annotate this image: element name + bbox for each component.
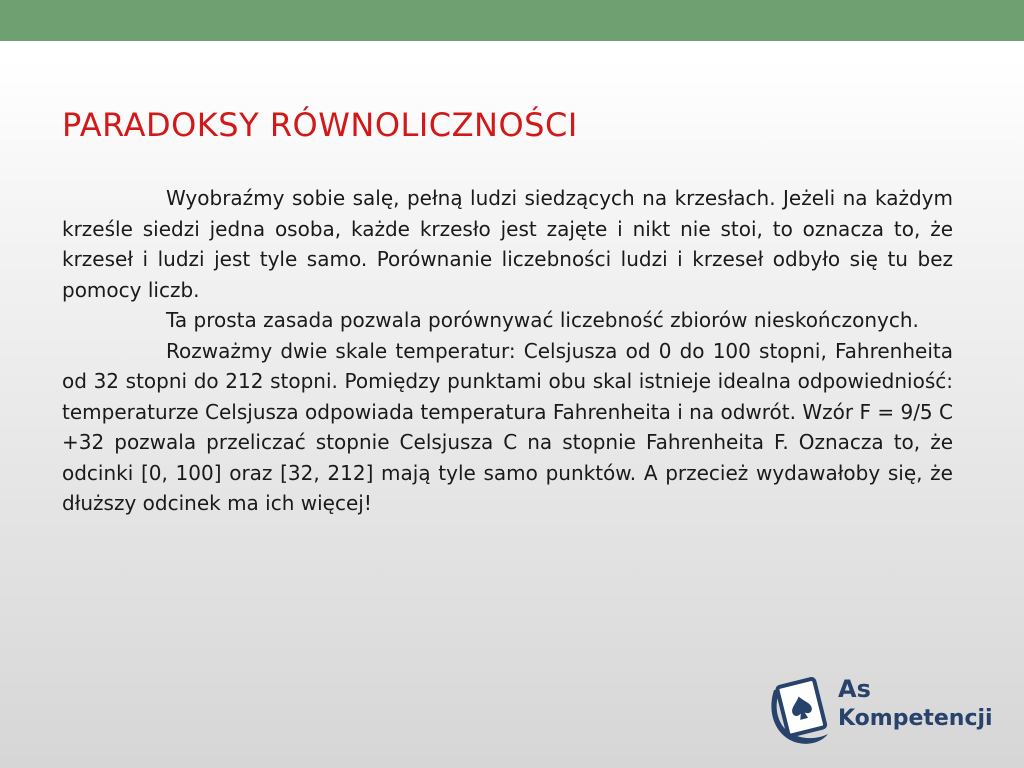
logo-text-line1: As [838, 675, 871, 703]
slide-title: PARADOKSY RÓWNOLICZNOŚCI [62, 106, 578, 144]
paragraph-temperature: Rozważmy dwie skale temperatur: Celsjusza od 0 do 100 stopni, Fahrenheita od 32 stopni do 212 stopni. Pomiędzy punktami obu skal istnieje idealna odpowiedniość: temperaturze Celsjusza odpowiada temperatura Fahrenheita i na odwrót. Wzór F = 9/5 C +32 pozwala przeliczać stopnie Celsjusza C na stopnie Fahrenheita F. Oznacza to, że odcinki [0, 100] oraz [32, 212] mają tyle samo punktów. A przecież wydawałoby się, że dłuższy odcinek ma ich więcej! [62, 338, 953, 515]
paragraph-principle: Ta prosta zasada pozwala porównywać liczebność zbiorów nieskończonych. [166, 308, 919, 332]
paragraph-chairs: Wyobraźmy sobie salę, pełną ludzi siedzących na krzesłach. Jeżeli na każdym krześle siedzi jedna osoba, każde krzesło jest zajęte i nikt nie stoi, to oznacza to, że krzeseł i ludzi jest tyle samo. Porównanie liczebności ludzi i krzeseł odbyło się tu bez pomocy liczb. [62, 186, 953, 302]
as-kompetencji-logo [768, 668, 998, 748]
top-band [0, 0, 1024, 41]
slide-body [62, 183, 953, 519]
playing-card-spade-icon [768, 668, 838, 748]
logo-text-line2: Kompetencji [838, 706, 993, 731]
top-band-divider [0, 41, 1024, 48]
logo-wordmark [838, 674, 993, 734]
